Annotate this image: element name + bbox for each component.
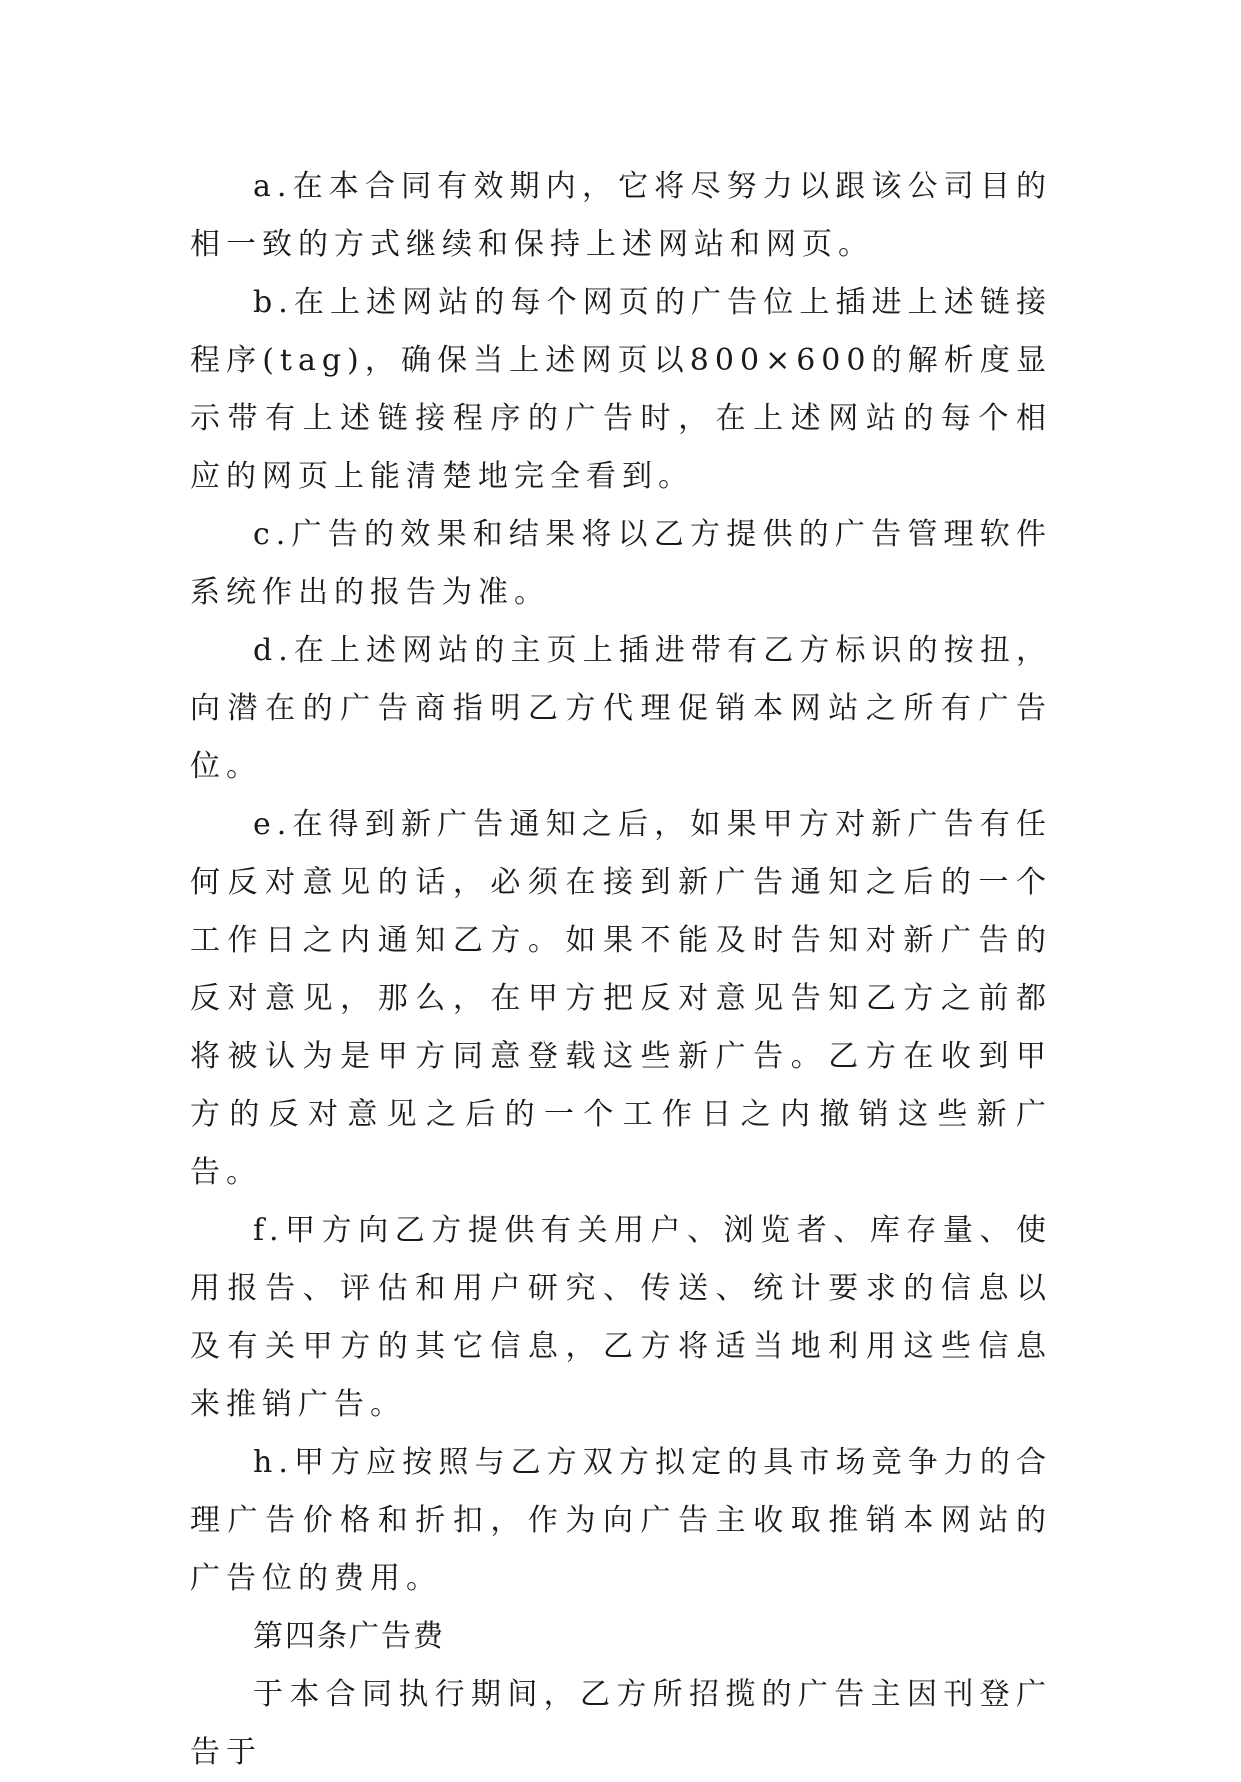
clause-d: d.在上述网站的主页上插进带有乙方标识的按扭，向潜在的广告商指明乙方代理促销本网站之所有广告位。 <box>190 633 1052 784</box>
document-body <box>190 158 1052 1782</box>
clause-c: c.广告的效果和结果将以乙方提供的广告管理软件系统作出的报告为准。 <box>190 517 1052 610</box>
section-paragraph: 于本合同执行期间，乙方所招揽的广告主因刊登广告于 <box>190 1677 1052 1770</box>
clause-a: a.在本合同有效期内，它将尽努力以跟该公司目的相一致的方式继续和保持上述网站和网页。 <box>190 169 1052 262</box>
clause-f: f.甲方向乙方提供有关用户、浏览者、库存量、使用报告、评估和用户研究、传送、统计要求的信息以及有关甲方的其它信息，乙方将适当地利用这些信息来推销广告。 <box>190 1213 1052 1422</box>
clause-h: h.甲方应按照与乙方双方拟定的具市场竞争力的合理广告价格和折扣，作为向广告主收取推销本网站的广告位的费用。 <box>190 1445 1052 1596</box>
section-heading: 第四条广告费 <box>253 1619 445 1654</box>
clause-b: b.在上述网站的每个网页的广告位上插进上述链接程序(tag)，确保当上述网页以800×600的解析度显示带有上述链接程序的广告时，在上述网站的每个相应的网页上能清楚地完全看到。 <box>190 285 1052 494</box>
clause-e: e.在得到新广告通知之后，如果甲方对新广告有任何反对意见的话，必须在接到新广告通知之后的一个工作日之内通知乙方。如果不能及时告知对新广告的反对意见，那么，在甲方把反对意见告知乙方之前都将被认为是甲方同意登载这些新广告。乙方在收到甲方的反对意见之后的一个工作日之内撤销这些新广告。 <box>190 807 1052 1190</box>
